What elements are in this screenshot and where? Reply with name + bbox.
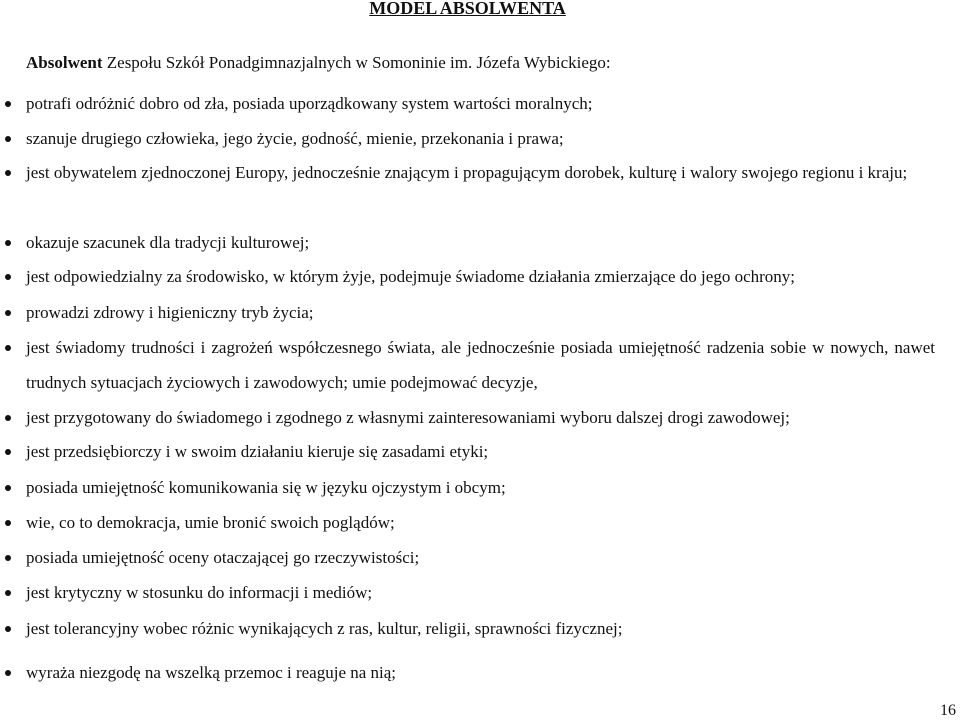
list-item-text: jest krytyczny w stosunku do informacji i mediów; bbox=[26, 583, 373, 602]
bullet-icon bbox=[5, 590, 11, 596]
bullet-icon bbox=[5, 555, 11, 561]
list-item bbox=[0, 575, 935, 610]
list-item bbox=[0, 86, 935, 121]
list-item-text: posiada umiejętność komunikowania się w języku ojczystym i obcym; bbox=[26, 478, 506, 497]
list-item bbox=[0, 225, 935, 260]
bullet-icon bbox=[5, 274, 11, 280]
list-item-text: jest odpowiedzialny za środowisko, w którym żyje, podejmuje świadome działania zmierzające do jego ochrony; bbox=[26, 267, 796, 286]
page-title: MODEL ABSOLWENTA bbox=[369, 0, 566, 18]
intro-text: Zespołu Szkół Ponadgimnazjalnych w Somoninie im. Józefa Wybickiego: bbox=[102, 53, 611, 72]
bullet-icon bbox=[5, 415, 11, 421]
list-item bbox=[0, 259, 935, 294]
list-item bbox=[0, 505, 935, 540]
bullet-icon bbox=[5, 136, 11, 142]
list-item bbox=[0, 470, 935, 505]
bullet-icon bbox=[5, 345, 11, 351]
list-item bbox=[0, 611, 935, 646]
bullet-icon bbox=[5, 310, 11, 316]
bullet-icon bbox=[5, 170, 11, 176]
list-item bbox=[0, 295, 935, 330]
bullet-icon bbox=[5, 670, 11, 676]
list-item-text: jest przedsiębiorczy i w swoim działaniu kieruje się zasadami etyki; bbox=[26, 442, 489, 461]
intro-bold: Absolwent bbox=[26, 53, 103, 72]
list-item-text: szanuje drugiego człowieka, jego życie, godność, mienie, przekonania i prawa; bbox=[26, 129, 564, 148]
bullet-icon bbox=[5, 520, 11, 526]
list-item bbox=[0, 655, 935, 690]
bullet-icon bbox=[5, 626, 11, 632]
page-number: 16 bbox=[940, 702, 956, 719]
list-item bbox=[0, 330, 935, 400]
list-item-text: prowadzi zdrowy i higieniczny tryb życia; bbox=[26, 303, 314, 322]
list-item-text: jest tolerancyjny wobec różnic wynikających z ras, kultur, religii, sprawności fizycznej; bbox=[26, 619, 623, 638]
list-item bbox=[0, 400, 935, 435]
list-item-text: jest świadomy trudności i zagrożeń współczesnego świata, ale jednocześnie posiada umiejętność radzenia sobie w nowych, nawet trudnych sytuacjach życiowych i zawodowych; umie podejmować decyzje, bbox=[26, 338, 935, 392]
list-item-text: posiada umiejętność oceny otaczającej go rzeczywistości; bbox=[26, 548, 420, 567]
list-item-text: jest przygotowany do świadomego i zgodnego z własnymi zainteresowaniami wyboru dalszej drogi zawodowej; bbox=[26, 408, 790, 427]
list-item-text: potrafi odróżnić dobro od zła, posiada uporządkowany system wartości moralnych; bbox=[26, 94, 593, 113]
list-item-text: wyraża niezgodę na wszelką przemoc i reaguje na nią; bbox=[26, 663, 397, 682]
list-item-text: jest obywatelem zjednoczonej Europy, jednocześnie znającym i propagującym dorobek, kulturę i walory swojego regionu i kraju; bbox=[26, 163, 908, 182]
list-item-text: wie, co to demokracja, umie bronić swoich poglądów; bbox=[26, 513, 395, 532]
list-item bbox=[0, 540, 935, 575]
list-item bbox=[0, 121, 935, 156]
list-item bbox=[0, 155, 935, 190]
bullet-icon bbox=[5, 240, 11, 246]
list-item bbox=[0, 434, 935, 469]
intro-paragraph bbox=[26, 52, 936, 74]
bullet-icon bbox=[5, 101, 11, 107]
bullet-icon bbox=[5, 449, 11, 455]
bullet-icon bbox=[5, 485, 11, 491]
list-item-text: okazuje szacunek dla tradycji kulturowej; bbox=[26, 233, 310, 252]
